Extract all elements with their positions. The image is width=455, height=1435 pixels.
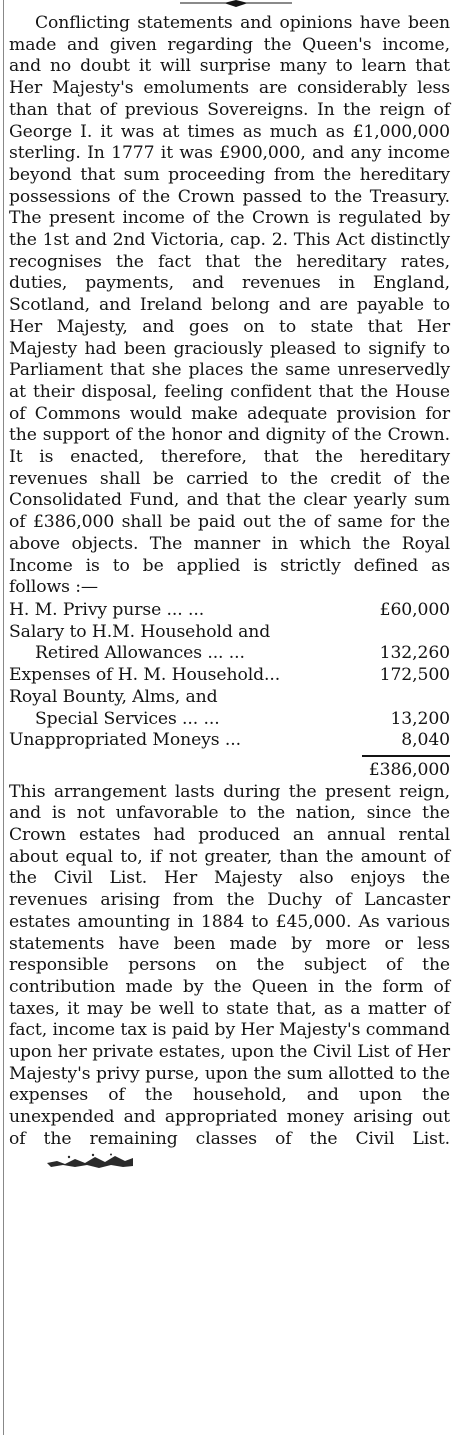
budget-total-row: [9, 752, 450, 782]
budget-item-amount: 13,200: [390, 708, 450, 729]
budget-row: [9, 622, 450, 644]
budget-row: [9, 600, 450, 622]
budget-item-label: Special Services ... ...: [35, 708, 220, 729]
ink-smudge: [45, 1153, 135, 1169]
budget-row: [9, 709, 450, 731]
budget-item-label: Retired Allowances ... ...: [35, 643, 245, 664]
budget-item-label: Royal Bounty, Alms, and: [9, 686, 218, 707]
budget-row: [9, 643, 450, 665]
budget-row: [9, 687, 450, 709]
budget-item-amount: [335, 687, 450, 709]
budget-item-label: Expenses of H. M. Household...: [9, 665, 281, 686]
total-underline: [362, 755, 450, 757]
budget-item-amount: £60,000: [379, 599, 450, 620]
column-rule: [3, 0, 4, 1435]
budget-item-label: Salary to H.M. Household and: [9, 621, 271, 642]
article-column: [9, 13, 450, 1172]
civil-list-budget-table: [9, 600, 450, 782]
budget-item-amount: 8,040: [401, 730, 450, 751]
article-paragraph-conclusion: [9, 782, 450, 1173]
budget-item-label: H. M. Privy purse ... ...: [9, 599, 205, 620]
article-paragraph-conclusion-text: This arrangement lasts during the present reign, and is not unfavorable to the nation, since the Crown estates had produced an annual rental about equal to, if not greater, than the amount of the Civil List. Her Majesty also enjoys the revenues arising from the Duchy of Lancaster estates amounting in 1884 to £45,000. As various statements have been made by more or less responsible persons on the subject of the contribution made by the Queen in the form of taxes, it may be well to state that, as a matter of fact, income tax is paid by Her Majesty's command upon her private estates, upon the Civil List of Her Majesty's privy purse, upon the sum allotted to the expenses of the household, and upon the unexpended and appropriated money arising out of the remaining classes of the Civil List.: [9, 781, 450, 1149]
budget-total-amount: £386,000: [368, 759, 450, 780]
budget-item-amount: 132,260: [379, 643, 450, 664]
budget-item-amount: 172,500: [379, 665, 450, 686]
section-divider-ornament: [180, 0, 292, 8]
budget-row: [9, 665, 450, 687]
budget-row: [9, 730, 450, 752]
budget-item-label: Unappropriated Moneys ...: [9, 730, 241, 751]
article-paragraph-intro: Conflicting statements and opinions have been made and given regarding the Queen's income, and no doubt it will surprise many to learn that Her Majesty's emoluments are considerably less than that of previous Sovereigns. In the reign of George I. it was at times as much as £1,000,000 sterling. In 1777 it was £900,000, and any income beyond that sum proceeding from the hereditary possessions of the Crown passed to the Treasury. The present income of the Crown is regulated by the 1st and 2nd Victoria, cap. 2. This Act distinctly recognises the fact that the hereditary rates, duties, payments, and revenues in England, Scotland, and Ireland belong and are payable to Her Majesty, and goes on to state that Her Majesty had been graciously pleased to signify to Parliament that she places the same unreservedly at their disposal, feeling confident that the House of Commons would make adequate provision for the support of the honor and dignity of the Crown. It is enacted, therefore, that the hereditary revenues shall be carried to the credit of the Consolidated Fund, and that the clear yearly sum of £386,000 shall be paid out the of same for the above objects. The manner in which the Royal Income is to be applied is strictly defined as follows :—: [9, 13, 450, 598]
budget-item-amount: [335, 622, 450, 644]
